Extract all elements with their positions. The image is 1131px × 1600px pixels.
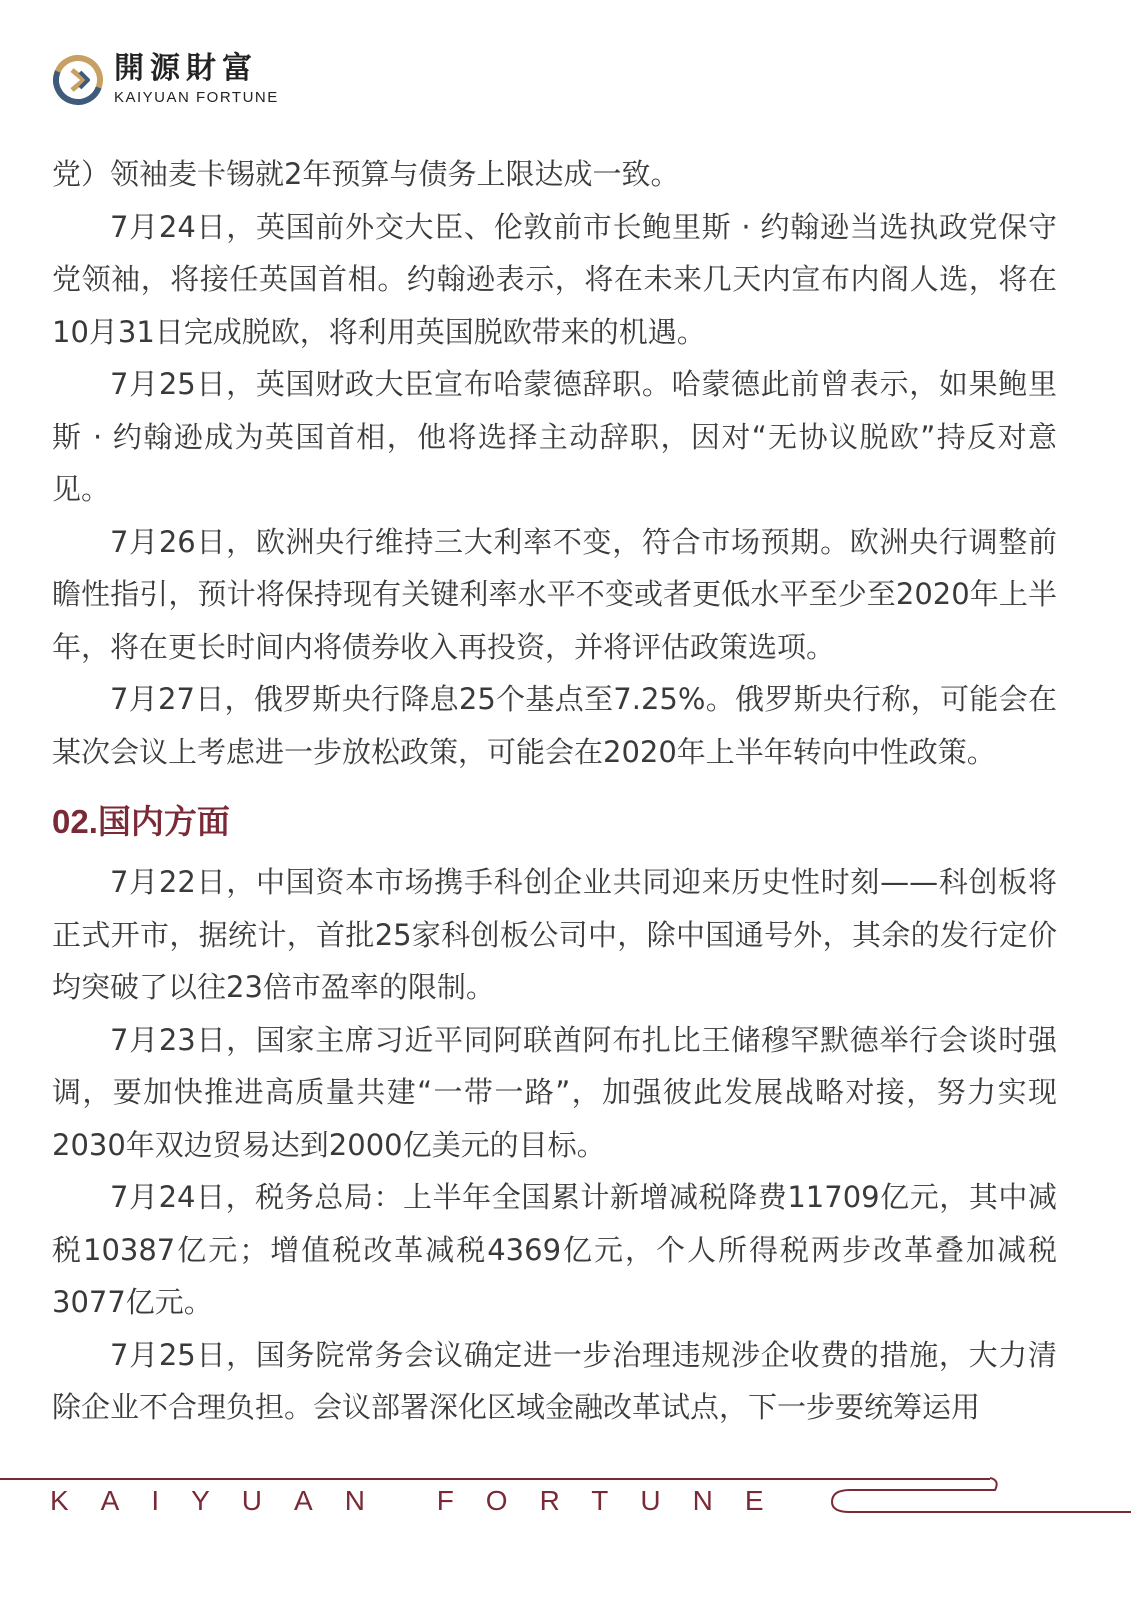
paragraph-domestic-jul24: 7月24日，税务总局：上半年全国累计新增减税降费11709亿元，其中减税10387亿元；增值税改革减税4369亿元，个人所得税两步改革叠加减税3077亿元。 [52, 1180, 1057, 1319]
brand-name-cn: 開源財富 [114, 51, 258, 86]
kaiyuan-logo-icon [52, 54, 104, 106]
section-title-domestic: 02.国内方面 [52, 803, 230, 840]
article-body [52, 148, 1057, 1434]
footer-swoosh-icon [820, 1470, 1131, 1530]
paragraph-domestic-jul22: 7月22日，中国资本市场携手科创企业共同迎来历史性时刻——科创板将正式开市，据统计，首批25家科创板公司中，除中国通号外，其余的发行定价均突破了以往23倍市盈率的限制。 [52, 865, 1057, 1004]
brand-name-en: KAIYUAN FORTUNE [114, 89, 279, 106]
brand-block [114, 53, 279, 107]
paragraph-intl-jul24: 7月24日，英国前外交大臣、伦敦前市长鲍里斯 · 约翰逊当选执政党保守党领袖，将接任英国首相。约翰逊表示，将在未来几天内宣布内阁人选，将在10月31日完成脱欧，将利用英国脱欧带来的机遇。 [52, 209, 1057, 349]
page-header [52, 50, 279, 110]
footer-brand-text: KAIYUAN FORTUNE [50, 1485, 796, 1516]
paragraph-intl-jul26: 7月26日，欧洲央行维持三大利率不变，符合市场预期。欧洲央行调整前瞻性指引，预计将保持现有关键利率水平不变或者更低水平至少至2020年上半年，将在更长时间内将债券收入再投资，并将评估政策选项。 [52, 524, 1057, 664]
paragraph-intl-jul27: 7月27日，俄罗斯央行降息25个基点至7.25%。俄罗斯央行称，可能会在某次会议上考虑进一步放松政策，可能会在2020年上半年转向中性政策。 [52, 682, 1057, 769]
paragraph-domestic-jul23: 7月23日，国家主席习近平同阿联酋阿布扎比王储穆罕默德举行会谈时强调，要加快推进高质量共建“一带一路”，加强彼此发展战略对接，努力实现2030年双边贸易达到2000亿美元的目标。 [52, 1022, 1057, 1162]
paragraph-intl-continuation: 党）领袖麦卡锡就2年预算与债务上限达成一致。 [52, 157, 680, 191]
paragraph-domestic-jul25: 7月25日，国务院常务会议确定进一步治理违规涉企收费的措施，大力清除企业不合理负担。会议部署深化区域金融改革试点，下一步要统筹运用 [52, 1337, 1057, 1424]
paragraph-intl-jul25: 7月25日，英国财政大臣宣布哈蒙德辞职。哈蒙德此前曾表示，如果鲍里斯 · 约翰逊成为英国首相，他将选择主动辞职，因对“无协议脱欧”持反对意见。 [52, 367, 1057, 506]
